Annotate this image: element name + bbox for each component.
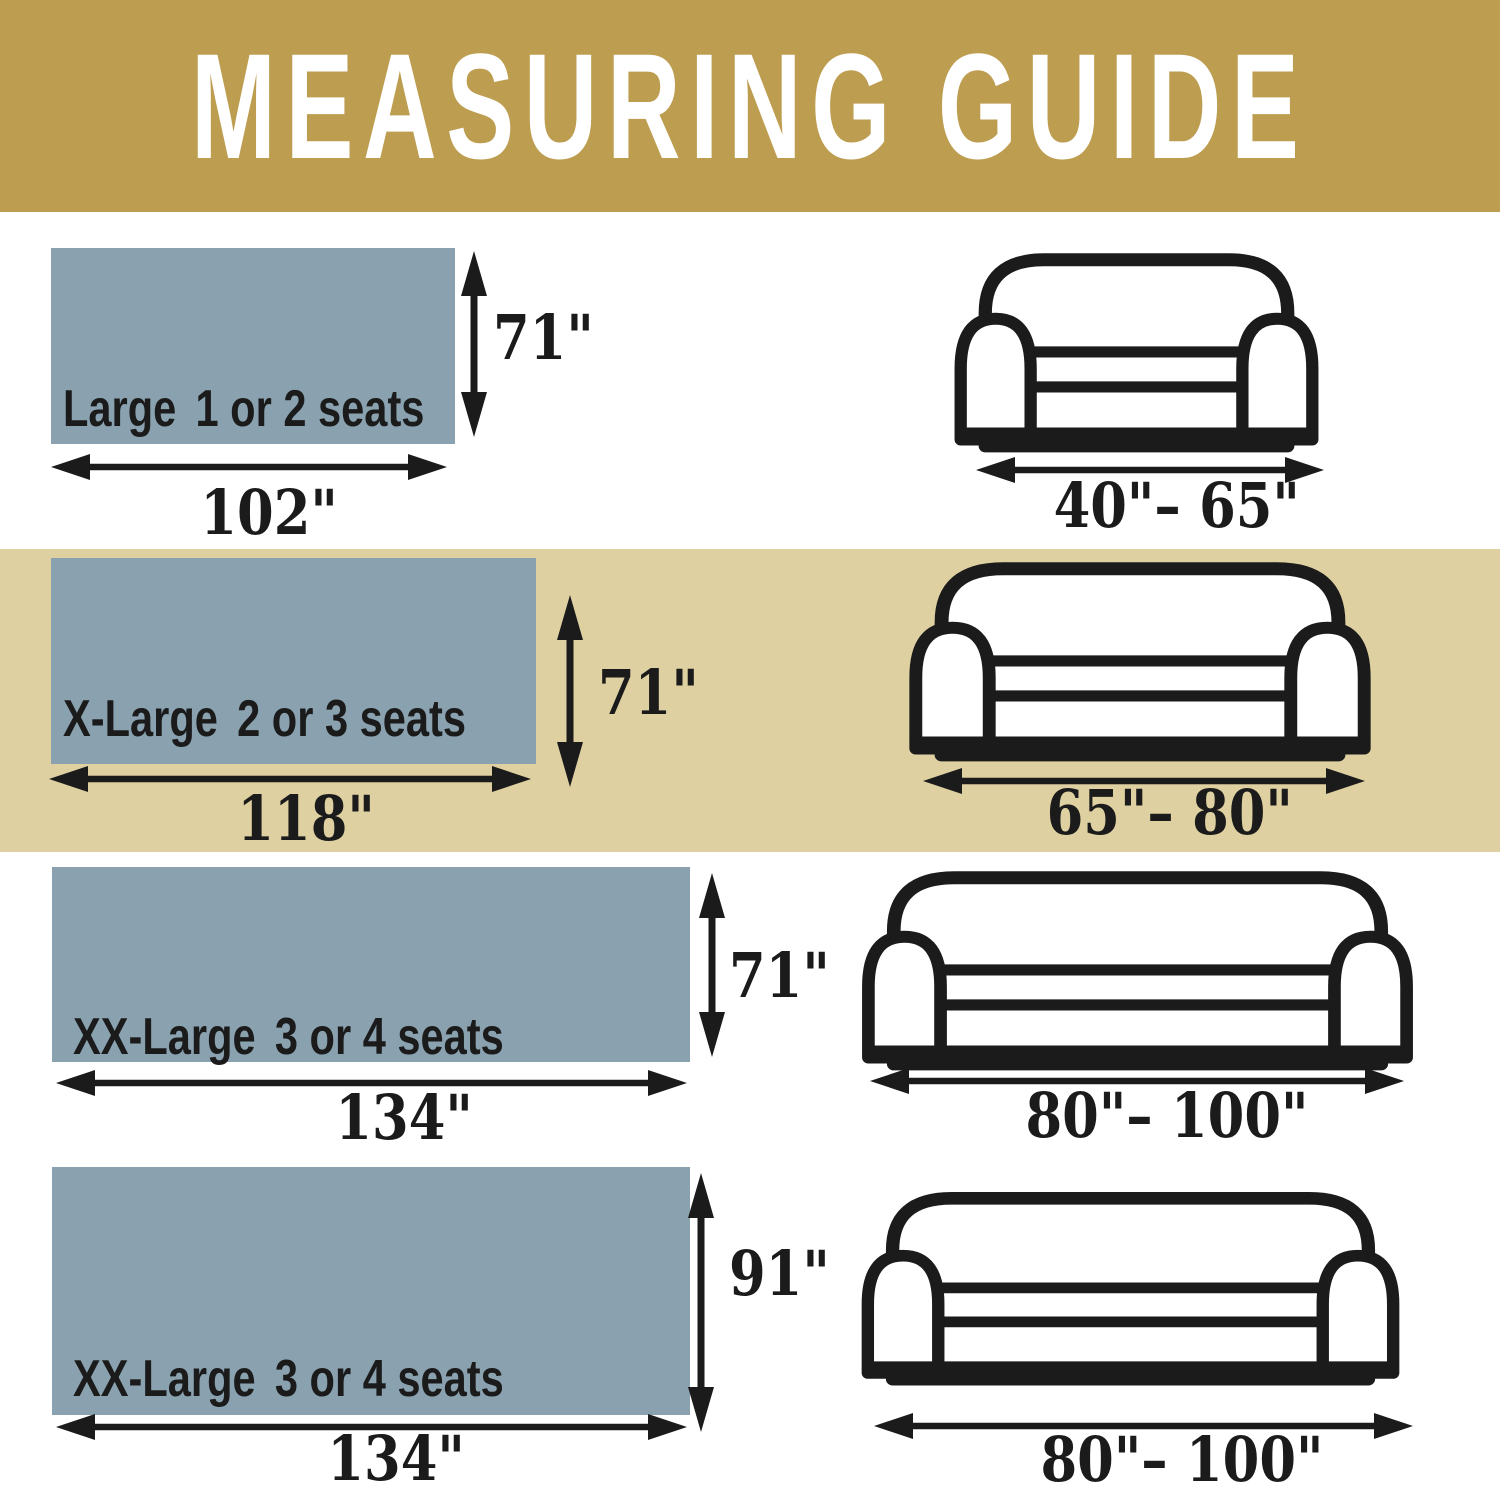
sofa-width-range-label: 80"– 100" (1025, 1078, 1309, 1152)
seats-count: 3 or 4 seats (274, 1008, 504, 1066)
seats-count: 3 or 4 seats (274, 1350, 504, 1408)
page-title: MEASURING GUIDE (191, 22, 1309, 190)
cover-height-label: 71" (493, 300, 594, 374)
size-label (73, 1350, 504, 1408)
seats-count: 1 or 2 seats (195, 380, 425, 438)
cover-height-label: 71" (729, 938, 830, 1012)
sofa-width-range-label: 65"– 80" (1046, 775, 1293, 849)
size-name: XX-Large (73, 1008, 256, 1066)
size-name: X-Large (63, 690, 218, 748)
cover-width-label: 118" (237, 781, 375, 855)
cover-width-label: 134" (335, 1080, 473, 1154)
size-name: Large (63, 380, 177, 438)
height-arrow-icon (684, 1172, 718, 1433)
cover-height-label: 71" (598, 655, 699, 729)
cover-width-label: 134" (327, 1421, 465, 1488)
sofa-width-range-label: 40"– 65" (1053, 468, 1300, 542)
sofa-icon (845, 1184, 1416, 1390)
cover-width-label: 102" (200, 475, 338, 549)
seats-count: 2 or 3 seats (237, 690, 467, 748)
sofa-width-range-label: 80"– 100" (1040, 1422, 1324, 1488)
cover-height-label: 91" (729, 1236, 830, 1310)
size-name: XX-Large (73, 1350, 256, 1408)
